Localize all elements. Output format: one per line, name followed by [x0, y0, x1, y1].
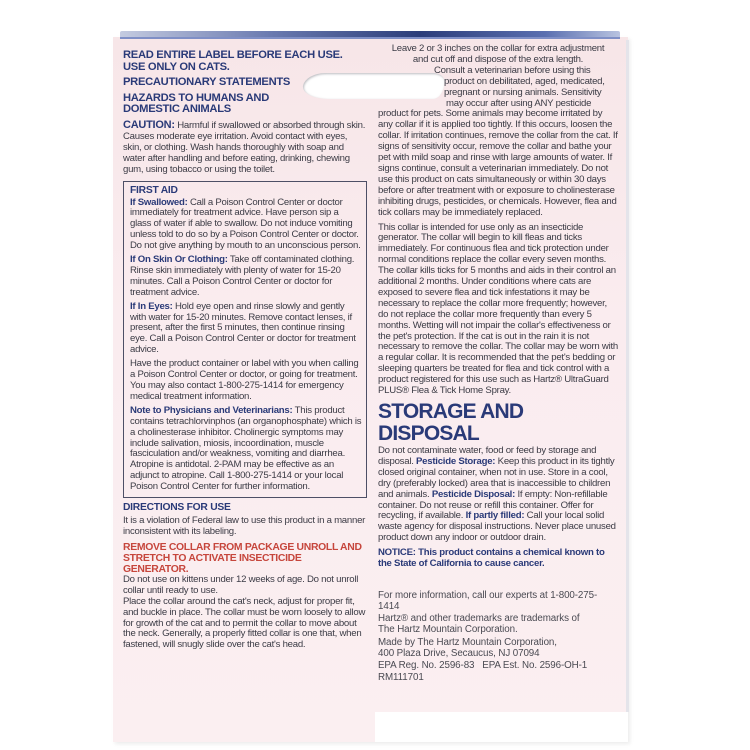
generator-text: This collar is intended for use only as an insecticide generator. The collar will begin to kill fleas and ticks immediately. For continuous flea and tick protection under normal conditions replace the collar every seven months. The collar kills ticks for 5 months and aids in their control an additional 2 months. Under conditions where cats are exposed to severe flea and tick infestations it may be necessary to replace the collar more frequently; however, do not replace the collar more frequently than every 5 months. Wetting will not impair the collar's effectiveness or the pet's protection. If the cat is out in the rain it is not necessary to remove the collar. The collar may be worn with a regular collar. It is recommended that the pet's bedding or sleeping quarters be treated for flea and tick control with a product registered for this use such as Hartz® UltraGuard PLUS® Flea & Tick Home Spray. — [378, 221, 618, 397]
consult-block — [378, 66, 618, 110]
cats-only-heading: USE ONLY ON CATS. — [123, 60, 230, 73]
info-line-code: RM111701 — [378, 671, 424, 683]
read-label-heading: READ ENTIRE LABEL BEFORE EACH USE. — [123, 49, 343, 61]
physicians-paragraph — [130, 406, 362, 493]
adjust-line-2: and cut off and dispose of the extra length. — [412, 53, 584, 65]
if-swallowed-label: If Swallowed: — [130, 196, 188, 208]
info-line-trademark: Hartz® and other trademarks are trademarks of — [378, 612, 580, 624]
adjust-line-1: Leave 2 or 3 inches on the collar for extra adjustment — [391, 43, 605, 54]
placement-text: Place the collar around the cat's neck, adjust for proper fit, and buckle in place. The collar must be worn loosely to allow for growth of the cat and to permit the collar to move about the neck. Generally, a properly fitted collar is one that, when fastened, will snugly slide over the cat's head. — [123, 595, 366, 651]
if-on-skin-label: If On Skin Or Clothing: — [130, 254, 228, 266]
sensitivity-text: product for pets. Some animals may become irritated by any collar if it is applied too tightly. If this occurs, loosen the collar. If irritation continues, remove the collar from the cat. If signs of sensitivity occur, remove the collar and bathe your pet with mild soap and rinse with large amounts of water. If signs continue, consult a veterinarian immediately. Do not use this product on cats simultaneously or within 30 days before or after treatment with or exposure to cholinesterase inhibiting drugs, pesticides, or chemicals. However, flea and tick collars may be immediately replaced. — [378, 108, 618, 218]
precautionary-heading: PRECAUTIONARY STATEMENTS — [123, 76, 291, 89]
info-line-address: 400 Plaza Drive, Secaucus, NJ 07094 — [378, 648, 540, 659]
if-in-eyes-paragraph — [130, 302, 362, 357]
manufacturer-info — [378, 590, 618, 683]
pesticide-disposal-text: If empty: Non-refillable container. Do not reuse or refill this container. Offer for recycling, if available. — [378, 488, 608, 522]
directions-title: DIRECTIONS FOR USE — [123, 502, 231, 514]
consult-line-3: pregnant or nursing animals. Sensitivity — [444, 86, 602, 98]
caution-text: Harmful if swallowed or absorbed through skin. Causes moderate eye irritation. Avoid contact with eyes, skin, or clothing. Wash hands thoroughly with soap and water after handling and before eating, drinking, chewing gum, using tobacco or using the toilet. — [123, 119, 366, 175]
prop65-notice: NOTICE: This product contains a chemical known to the State of California to cause cancer. — [378, 547, 605, 570]
consult-line-2: product on debilitated, aged, medicated, — [444, 75, 605, 87]
right-column — [378, 44, 618, 683]
if-in-eyes-label: If In Eyes: — [130, 300, 173, 312]
adjustment-block — [378, 44, 618, 66]
partly-filled-label: If partly filled: — [465, 510, 525, 522]
physicians-text: This product contains tetrachlorvinphos (an organophosphate) which is a cholinesterase inhibitor. Cholinergic symptoms may include salivation, miosis, incoordination, muscle fasciculation and/or weakness, vomiting and diarrhea. Atropine is antidotal. 2-PAM may be effective as an adjunct to atropine. Call 1-800-275-1414 or your local Poison Control Center for further information. — [130, 404, 362, 493]
info-line-epa: EPA Reg. No. 2596-83 EPA Est. No. 2596-OH-1 — [378, 660, 588, 672]
storage-intro: Do not contaminate water, food or feed by storage and disposal. — [378, 445, 597, 467]
info-line-corp: The Hartz Mountain Corporation. — [378, 624, 518, 636]
caution-paragraph — [123, 120, 367, 176]
partly-filled-text: Call your local solid waste agency for disposal instructions. Never place unused product down any indoor or outdoor drain. — [378, 510, 616, 544]
pesticide-disposal-label: Pesticide Disposal: — [431, 488, 516, 500]
box-right-edge — [626, 40, 629, 712]
left-column — [123, 50, 367, 651]
if-swallowed-text: Call a Poison Control Center or doctor immediately for treatment advice. Have person sip a glass of water if able to swallow. Do not induce vomiting unless told to do so by a Poison Control Center or doctor. Do not give anything by mouth to an unconscious person. — [130, 196, 361, 252]
info-line-made-by: Made by The Hartz Mountain Corporation, — [378, 636, 557, 648]
if-in-eyes-text: Hold eye open and rinse slowly and gently with water for 15-20 minutes. Remove contact lenses, if present, after the first 5 minutes, then continue rinsing eye. Call a Poison Control Center or doctor for treatment advice. — [130, 300, 356, 356]
hazards-heading: HAZARDS TO HUMANS AND DOMESTIC ANIMALS — [123, 91, 269, 116]
if-swallowed-paragraph — [130, 198, 362, 253]
box-bottom-notch — [375, 712, 628, 742]
pesticide-storage-text: Keep this product in its tightly closed original container, when not in use. Store in a cool, dry (preferably locked) area that is inaccessible to children and animals. — [378, 455, 615, 500]
first-aid-box — [123, 181, 367, 499]
physicians-label: Note to Physicians and Veterinarians: — [130, 404, 293, 416]
kittens-text: Do not use on kittens under 12 weeks of age. Do not unroll collar until ready to use. — [123, 573, 359, 596]
storage-disposal-heading: STORAGE AND DISPOSAL — [378, 400, 524, 445]
consult-line-1: Consult a veterinarian before using this — [434, 64, 591, 76]
first-aid-title: FIRST AID — [130, 184, 178, 196]
info-line-phone: For more information, call our experts at 1-800-275-1414 — [378, 589, 598, 613]
box-top-flap — [120, 31, 620, 39]
federal-law-text: It is a violation of Federal law to use this product in a manner inconsistent with its labeling. — [123, 515, 366, 537]
activate-warning: REMOVE COLLAR FROM PACKAGE UNROLL AND STRETCH TO ACTIVATE INSECTICIDE GENERATOR. — [123, 541, 362, 575]
consult-line-4: may occur after using ANY pesticide — [446, 97, 592, 109]
if-on-skin-text: Take off contaminated clothing. Rinse skin immediately with plenty of water for 15-20 minutes. Call a Poison Control Center or doctor for treatment advice. — [130, 254, 355, 298]
caution-label: CAUTION: — [123, 118, 175, 131]
container-paragraph: Have the product container or label with you when calling a Poison Control Center or doctor, or going for treatment. You may also contact 1-800-275-1414 for emergency medical treatment information. — [130, 358, 359, 402]
if-on-skin-paragraph — [130, 255, 362, 299]
pesticide-storage-label: Pesticide Storage: — [416, 455, 496, 467]
storage-paragraph — [378, 446, 618, 544]
